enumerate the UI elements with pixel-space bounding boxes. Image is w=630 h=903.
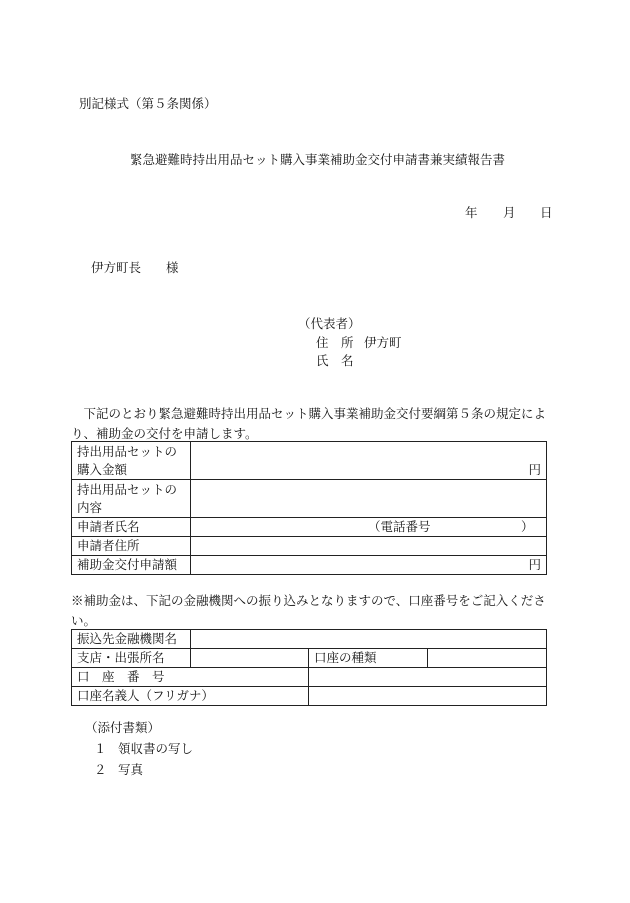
- form-reference: 別記様式（第５条関係）: [79, 96, 217, 111]
- account-holder-label: 口座名義人（フリガナ）: [72, 687, 309, 706]
- attachment-item: [94, 762, 143, 777]
- intro-paragraph: 下記のとおり緊急避難時持出用品セット購入事業補助金交付要綱第５条の規定により、補助金の交付を申請します。: [71, 406, 547, 441]
- bank-note: ※補助金は、下記の金融機関への振り込みとなりますので、口座番号をご記入ください。: [71, 593, 546, 628]
- representative-label: （代表者）: [298, 316, 361, 331]
- attachment-number: ２: [94, 762, 107, 777]
- phone-close-paren: ）: [521, 519, 534, 534]
- table-row: [72, 556, 547, 575]
- contents-field[interactable]: [191, 480, 547, 518]
- table-row: [72, 630, 547, 649]
- account-number-label: 口 座 番 号: [72, 668, 309, 687]
- yen-unit: 円: [528, 462, 541, 477]
- account-type-field[interactable]: [428, 649, 547, 668]
- address-label: 住 所: [316, 335, 354, 350]
- table-row: [72, 687, 547, 706]
- date-day-field[interactable]: 日: [540, 205, 553, 220]
- applicant-address-field[interactable]: [191, 537, 547, 556]
- table-row: [72, 537, 547, 556]
- table-row: [72, 518, 547, 537]
- attachment-text: 写真: [118, 762, 144, 777]
- table-row: [72, 668, 547, 687]
- attachment-text: 領収書の写し: [118, 741, 194, 756]
- account-type-label: 口座の種類: [309, 649, 428, 668]
- bank-table: [71, 629, 547, 706]
- purchase-amount-label: [72, 442, 191, 480]
- date-year-field[interactable]: 年: [465, 205, 478, 220]
- label-line: 購入金額: [77, 461, 128, 477]
- purchase-amount-field[interactable]: [191, 442, 547, 480]
- attachment-number: １: [94, 741, 107, 756]
- yen-unit: 円: [528, 557, 541, 572]
- table-row: [72, 442, 547, 480]
- applicant-name-field[interactable]: [191, 518, 547, 537]
- table-row: [72, 649, 547, 668]
- account-holder-field[interactable]: [309, 687, 547, 706]
- attachment-item: [94, 741, 193, 756]
- label-line: 持出用品セットの: [77, 443, 178, 459]
- contents-label: [72, 480, 191, 518]
- name-label: 氏 名: [316, 353, 354, 368]
- account-number-field[interactable]: [309, 668, 547, 687]
- date-month-field[interactable]: 月: [503, 205, 516, 220]
- application-table: [71, 441, 547, 575]
- label-line: 内容: [77, 499, 103, 515]
- grant-amount-field[interactable]: [191, 556, 547, 575]
- applicant-name-label: 申請者氏名: [72, 518, 191, 537]
- label-line: 持出用品セットの: [77, 481, 178, 497]
- addressee: 伊方町長 様: [91, 260, 179, 275]
- address-field[interactable]: 伊方町: [364, 335, 402, 350]
- bank-name-label: 振込先金融機関名: [72, 630, 191, 649]
- attachments-title: （添付書類）: [85, 720, 161, 735]
- document-title: 緊急避難時持出用品セット購入事業補助金交付申請書兼実績報告書: [130, 152, 506, 167]
- applicant-address-label: 申請者住所: [72, 537, 191, 556]
- branch-field[interactable]: [191, 649, 309, 668]
- table-row: [72, 480, 547, 518]
- branch-label: 支店・出張所名: [72, 649, 191, 668]
- bank-name-field[interactable]: [191, 630, 547, 649]
- phone-label: （電話番号: [368, 519, 431, 534]
- grant-amount-label: 補助金交付申請額: [72, 556, 191, 575]
